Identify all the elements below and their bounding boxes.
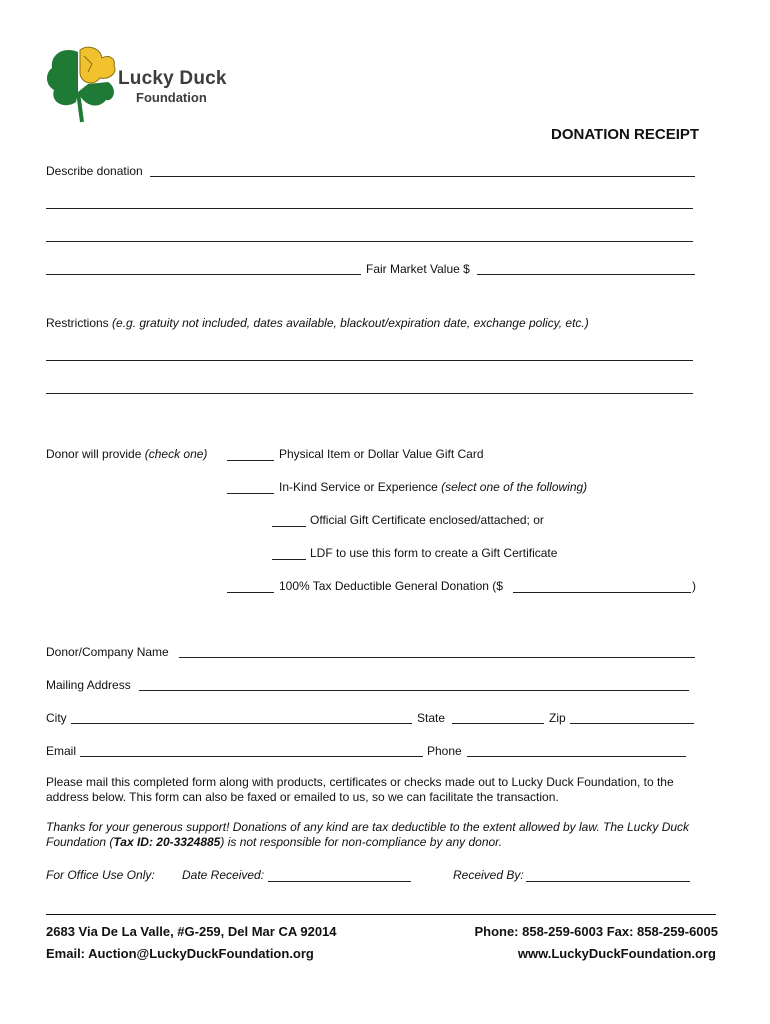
email-label: Email	[46, 744, 77, 758]
restrictions-line-1[interactable]	[46, 360, 693, 361]
check-physical[interactable]	[227, 460, 274, 461]
option-tax-close: )	[692, 579, 696, 593]
state-field[interactable]	[452, 723, 544, 724]
phone-label: Phone	[427, 744, 462, 758]
describe-label: Describe donation	[46, 164, 143, 178]
footer-divider	[46, 914, 716, 915]
received-by-field[interactable]	[526, 881, 690, 882]
option-official: Official Gift Certificate enclosed/attached; or	[310, 513, 544, 527]
phone-field[interactable]	[467, 756, 686, 757]
option-ldf: LDF to use this form to create a Gift Certificate	[310, 546, 558, 560]
date-received-field[interactable]	[268, 881, 411, 882]
city-label: City	[46, 711, 67, 725]
state-label: State	[417, 711, 446, 725]
page-title: DONATION RECEIPT	[551, 126, 700, 143]
zip-field[interactable]	[570, 723, 694, 724]
fmv-field[interactable]	[477, 274, 695, 275]
fmv-label: Fair Market Value $	[366, 262, 470, 276]
mailing-field[interactable]	[139, 690, 689, 691]
describe-line-2[interactable]	[46, 208, 693, 209]
check-ldf[interactable]	[272, 559, 306, 560]
logo	[44, 44, 244, 126]
email-field[interactable]	[80, 756, 423, 757]
footer-phone-fax: Phone: 858-259-6003 Fax: 858-259-6005	[474, 924, 718, 939]
office-label: For Office Use Only:	[46, 868, 155, 882]
describe-line-4[interactable]	[46, 274, 361, 275]
city-field[interactable]	[71, 723, 412, 724]
date-received-label: Date Received:	[182, 868, 265, 882]
company-field[interactable]	[179, 657, 695, 658]
restrictions-line-2[interactable]	[46, 393, 693, 394]
mailing-label: Mailing Address	[46, 678, 131, 692]
logo-sub: Foundation	[136, 90, 207, 105]
footer-email[interactable]: Email: Auction@LuckyDuckFoundation.org	[46, 946, 314, 961]
option-inkind: In-Kind Service or Experience (select one of the following)	[279, 480, 588, 494]
check-official[interactable]	[272, 526, 306, 527]
describe-field[interactable]	[150, 176, 695, 177]
shamrock-duck-icon	[44, 44, 120, 126]
company-label: Donor/Company Name	[46, 645, 169, 659]
option-physical: Physical Item or Dollar Value Gift Card	[279, 447, 484, 461]
donor-provide-label: Donor will provide (check one)	[46, 447, 208, 461]
check-tax[interactable]	[227, 592, 274, 593]
footer-address: 2683 Via De La Valle, #G-259, Del Mar CA 92014	[46, 924, 337, 939]
tax-amount-field[interactable]	[513, 592, 691, 593]
describe-line-3[interactable]	[46, 241, 693, 242]
logo-name: Lucky Duck	[118, 68, 227, 89]
mail-instructions: Please mail this completed form along with products, certificates or checks made out to Lucky Duck Foundation, to the address below. This form can also be faxed or emailed to us, so we can facilitate the transaction.	[46, 775, 674, 804]
received-by-label: Received By:	[453, 868, 524, 882]
footer-website[interactable]: www.LuckyDuckFoundation.org	[517, 946, 716, 961]
option-tax: 100% Tax Deductible General Donation ($	[279, 579, 503, 593]
restrictions-label: Restrictions (e.g. gratuity not included, dates available, blackout/expiration date, exchange policy, etc.)	[46, 316, 589, 330]
zip-label: Zip	[549, 711, 566, 725]
tax-id: Tax ID: 20-3324885	[113, 835, 221, 849]
check-inkind[interactable]	[227, 493, 274, 494]
thanks-note: Thanks for your generous support! Donations of any kind are tax deductible to the extent allowed by law. The Lucky Duck Foundation (Tax ID: 20-3324885) is not responsible for non-compliance by any donor.	[46, 820, 690, 849]
